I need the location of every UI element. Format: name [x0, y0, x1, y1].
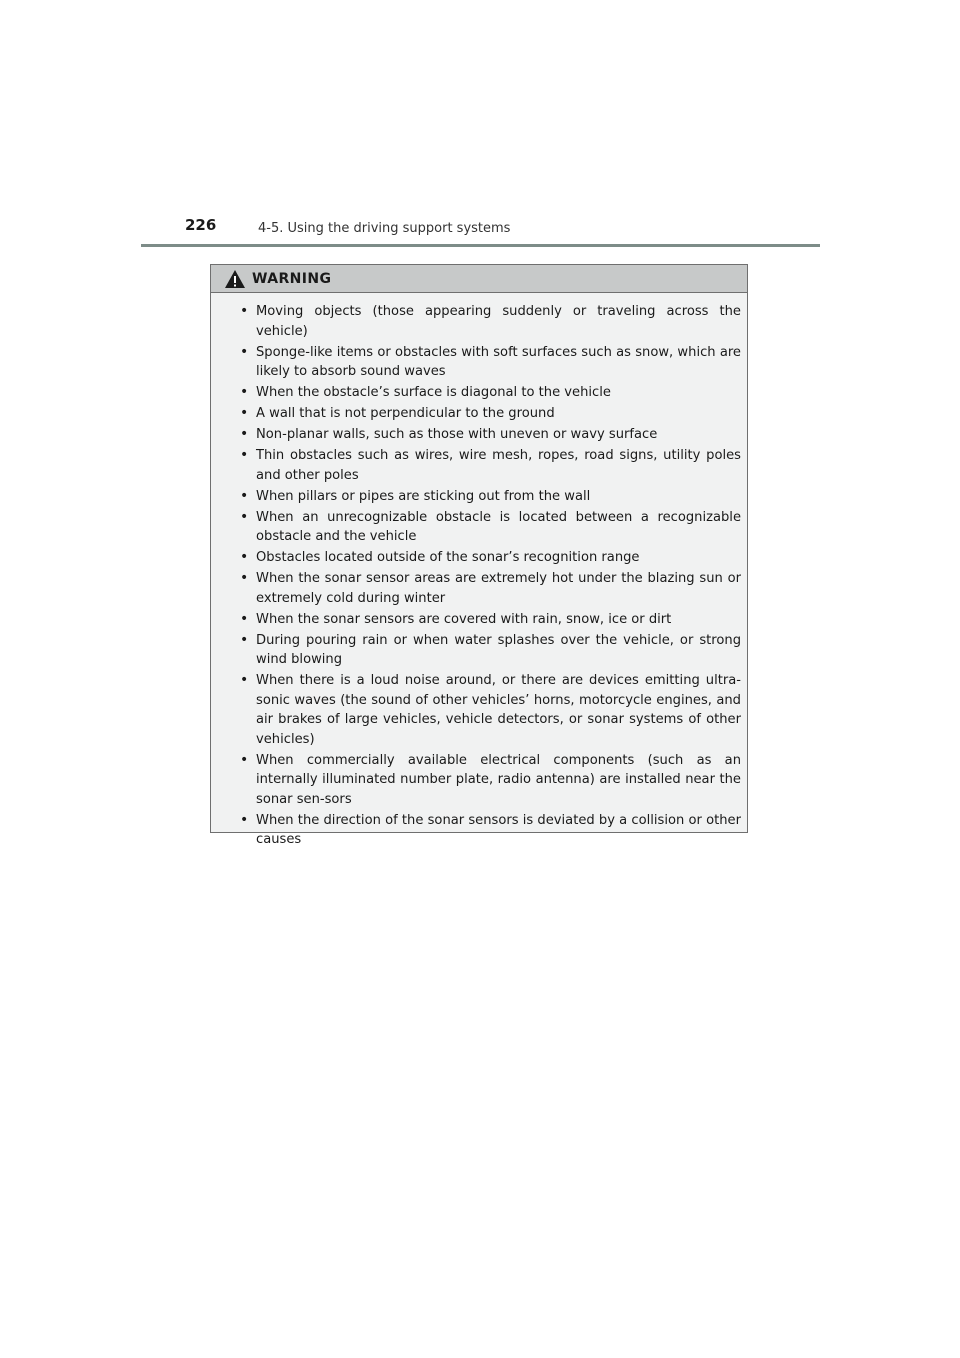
list-item: • Non-planar walls, such as those with uneven or wavy surface	[240, 426, 658, 442]
list-item: • Thin obstacles such as wires, wire mesh, ropes, road signs, utility poles and other poles	[240, 447, 741, 483]
list-item: • Moving objects (those appearing suddenly or traveling across the vehicle)	[240, 303, 741, 339]
list-item: • During pouring rain or when water splashes over the vehicle, or strong wind blowing	[240, 631, 741, 667]
list-item: • When there is a loud noise around, or there are devices emitting ultra-sonic waves (the sound of other vehicles’ horns, motorcycle engines, and air brakes of large vehicles, vehicle detectors, or sonar systems of other vehicles)	[240, 672, 741, 747]
list-item: • When the sonar sensors are covered with rain, snow, ice or dirt	[240, 610, 672, 627]
section-title: 4-5. Using the driving support systems	[258, 221, 511, 236]
warning-triangle-icon	[224, 269, 246, 289]
list-item: • When commercially available electrical components (such as an internally illuminated number plate, radio antenna) are installed near the sonar sen-sors	[240, 751, 741, 807]
list-item: • When the direction of the sonar sensors is deviated by a collision or other causes	[240, 811, 741, 847]
list-item: • When an unrecognizable obstacle is located between a recognizable obstacle and the vehicle	[240, 508, 741, 544]
list-item: • When pillars or pipes are sticking out from the wall	[240, 487, 591, 504]
page-number: 226	[185, 216, 217, 234]
warning-box	[210, 264, 748, 847]
list-item: • When the obstacle’s surface is diagonal to the vehicle	[240, 384, 611, 400]
warning-header	[211, 265, 747, 293]
header-divider	[141, 244, 820, 247]
warning-list	[211, 293, 747, 850]
list-item: • Sponge-like items or obstacles with soft surfaces such as snow, which are likely to absorb sound waves	[240, 343, 741, 379]
list-item: • A wall that is not perpendicular to the ground	[240, 405, 555, 421]
warning-label: WARNING	[252, 270, 332, 287]
list-item: • Obstacles located outside of the sonar’s recognition range	[240, 549, 640, 565]
list-item: • When the sonar sensor areas are extremely hot under the blazing sun or extremely cold during winter	[240, 570, 741, 606]
